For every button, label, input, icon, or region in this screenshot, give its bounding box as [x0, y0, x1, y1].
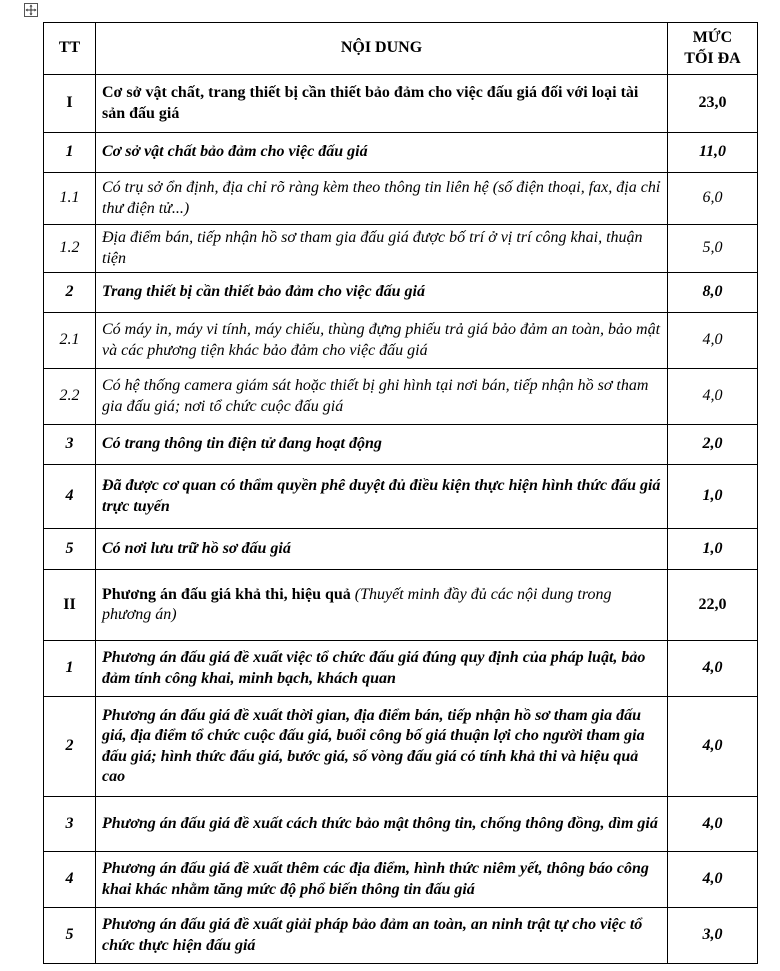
row-content-text: Có nơi lưu trữ hồ sơ đấu giá [102, 539, 291, 557]
table-row [44, 697, 758, 797]
row-content-text: Đã được cơ quan có thẩm quyền phê duyệt đủ điều kiện thực hiện hình thức đấu giá trực tuyến [102, 477, 661, 515]
row-content [96, 797, 668, 852]
row-max-score: 2,0 [668, 425, 758, 465]
row-max-score: 11,0 [668, 133, 758, 173]
row-content [96, 570, 668, 641]
header-content: NỘI DUNG [96, 23, 668, 75]
row-content [96, 529, 668, 570]
row-number: I [44, 75, 96, 133]
row-max-score: 8,0 [668, 273, 758, 313]
row-content [96, 273, 668, 313]
row-content-text: Phương án đấu giá đề xuất việc tổ chức đấu giá đúng quy định của pháp luật, bảo đảm tính công khai, minh bạch, khách quan [102, 649, 646, 687]
header-tt: TT [44, 23, 96, 75]
row-max-score: 4,0 [668, 313, 758, 369]
table-row [44, 852, 758, 908]
row-content [96, 313, 668, 369]
row-number: 4 [44, 465, 96, 529]
row-max-score: 4,0 [668, 852, 758, 908]
row-content [96, 225, 668, 273]
row-content [96, 173, 668, 225]
table-row [44, 797, 758, 852]
table-row [44, 908, 758, 964]
row-max-score: 6,0 [668, 173, 758, 225]
scoring-table [43, 22, 758, 964]
row-content [96, 852, 668, 908]
table-move-handle-icon[interactable] [24, 3, 38, 17]
row-number: 1.2 [44, 225, 96, 273]
row-content [96, 75, 668, 133]
table-row [44, 529, 758, 570]
row-max-score: 4,0 [668, 369, 758, 425]
row-number: 3 [44, 797, 96, 852]
table-row [44, 369, 758, 425]
table-row [44, 225, 758, 273]
table-row [44, 465, 758, 529]
row-content-text: Phương án đấu giá đề xuất thời gian, địa điểm bán, tiếp nhận hồ sơ tham gia đấu giá, địa điểm tổ chức cuộc đấu giá, buổi công bố giá thuận lợi cho người tham gia đấu giá; hình thức đấu giá, bước giá, số vòng đấu giá có tính khả thi và hiệu quả cao [102, 706, 645, 785]
row-content-text: Cơ sở vật chất bảo đảm cho việc đấu giá [102, 143, 368, 161]
table-row [44, 570, 758, 641]
row-number: 2 [44, 273, 96, 313]
row-content-text: Có hệ thống camera giám sát hoặc thiết bị ghi hình tại nơi bán, tiếp nhận hồ sơ tham gia đấu giá; nơi tổ chức cuộc đấu giá [102, 377, 649, 415]
row-content [96, 697, 668, 797]
row-number: 1 [44, 133, 96, 173]
header-max-line1: MỨC [692, 29, 733, 46]
row-max-score: 1,0 [668, 465, 758, 529]
row-content [96, 465, 668, 529]
row-content [96, 133, 668, 173]
row-max-score: 23,0 [668, 75, 758, 133]
table-row [44, 133, 758, 173]
row-number: 5 [44, 529, 96, 570]
table-row [44, 173, 758, 225]
row-content-text: Trang thiết bị cần thiết bảo đảm cho việc đấu giá [102, 283, 425, 301]
table-body [44, 75, 758, 964]
row-max-score: 1,0 [668, 529, 758, 570]
table-row [44, 425, 758, 465]
row-content [96, 641, 668, 697]
row-number: 5 [44, 908, 96, 964]
row-content-text: Có máy in, máy vi tính, máy chiếu, thùng đựng phiếu trả giá bảo đảm an toàn, bảo mật và các phương tiện khác bảo đảm cho việc đấu giá [102, 321, 661, 359]
row-content-text: Có trang thông tin điện tử đang hoạt động [102, 435, 382, 453]
row-max-score: 5,0 [668, 225, 758, 273]
row-content-text: Địa điểm bán, tiếp nhận hồ sơ tham gia đấu giá được bố trí ở vị trí công khai, thuận tiện [102, 229, 643, 267]
row-content-text: Có trụ sở ổn định, địa chỉ rõ ràng kèm theo thông tin liên hệ (số điện thoại, fax, địa chỉ thư điện tử...) [102, 179, 661, 217]
row-content-text: Phương án đấu giá đề xuất giải pháp bảo đảm an toàn, an ninh trật tự cho việc tổ chức thực hiện đấu giá [102, 916, 643, 954]
row-content-text: Phương án đấu giá khả thi, hiệu quả [102, 585, 351, 603]
row-max-score: 4,0 [668, 797, 758, 852]
table-header-row [44, 23, 758, 75]
row-number: 2.2 [44, 369, 96, 425]
row-content-text: Phương án đấu giá đề xuất cách thức bảo mật thông tin, chống thông đồng, dìm giá [102, 814, 658, 832]
table-row [44, 313, 758, 369]
row-number: 1.1 [44, 173, 96, 225]
row-content-text: Cơ sở vật chất, trang thiết bị cần thiết bảo đảm cho việc đấu giá đối với loại tài sản đấu giá [102, 84, 639, 122]
row-number: 4 [44, 852, 96, 908]
row-content [96, 425, 668, 465]
row-number: 3 [44, 425, 96, 465]
table-row [44, 641, 758, 697]
row-max-score: 4,0 [668, 697, 758, 797]
row-number: II [44, 570, 96, 641]
row-max-score: 22,0 [668, 570, 758, 641]
row-number: 2 [44, 697, 96, 797]
header-max-line2: TỐI ĐA [684, 49, 741, 67]
row-max-score: 3,0 [668, 908, 758, 964]
row-content-text: Phương án đấu giá đề xuất thêm các địa điểm, hình thức niêm yết, thông báo công khai khác nhằm tăng mức độ phổ biến thông tin đấu giá [102, 860, 649, 898]
row-max-score: 4,0 [668, 641, 758, 697]
row-content [96, 908, 668, 964]
header-max-score [668, 23, 758, 75]
row-content-note: (Thuyết minh đầy đủ các nội dung trong phương án) [102, 585, 612, 623]
row-number: 1 [44, 641, 96, 697]
table-row [44, 75, 758, 133]
row-number: 2.1 [44, 313, 96, 369]
row-content [96, 369, 668, 425]
table-row [44, 273, 758, 313]
